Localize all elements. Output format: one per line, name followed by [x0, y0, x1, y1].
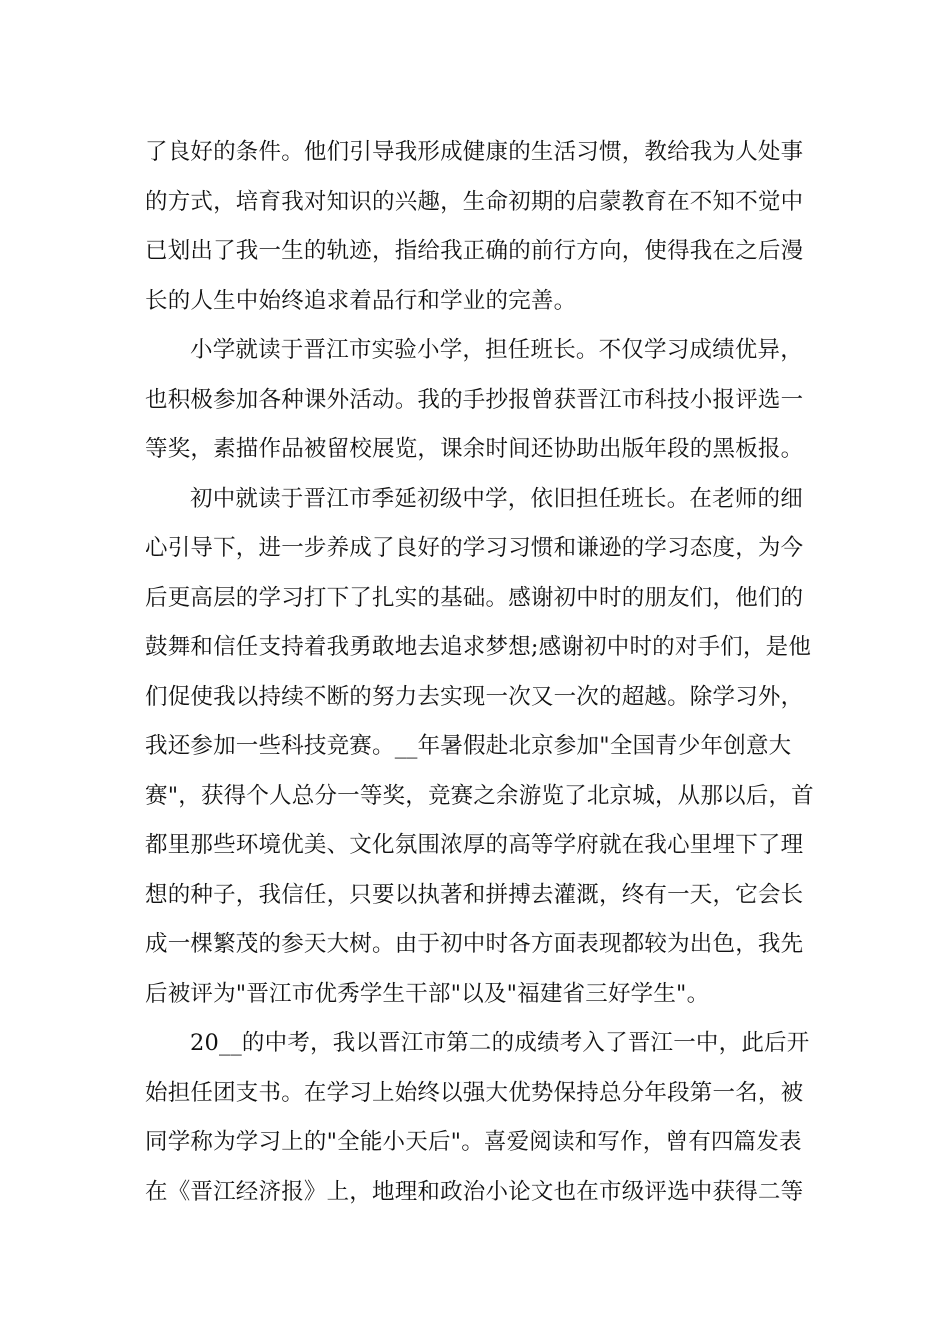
text-line: 等奖，素描作品被留校展览，课余时间还协助出版年段的黑板报。: [145, 436, 804, 462]
text-line: 心引导下，进一步养成了良好的学习习惯和谦逊的学习态度，为今: [145, 535, 804, 561]
text-line: 同学称为学习上的"全能小天后"。喜爱阅读和写作，曾有四篇发表: [145, 1129, 802, 1155]
text-line: 长的人生中始终追求着品行和学业的完善。: [145, 287, 577, 314]
text-line: 小学就读于晋江市实验小学，担任班长。不仅学习成绩优异，: [190, 337, 803, 363]
text-line: 赛"，获得个人总分一等奖，竞赛之余游览了北京城，从那以后，首: [145, 782, 814, 809]
text-line: 成一棵繁茂的参天大树。由于初中时各方面表现都较为出色，我先: [145, 931, 804, 957]
paragraph-primary-school: [145, 326, 815, 475]
document-page: [145, 128, 815, 1217]
text-line: 了良好的条件。他们引导我形成健康的生活习惯，教给我为人处事: [145, 139, 804, 165]
text-line: 后被评为"晋江市优秀学生干部"以及"福建省三好学生"。: [145, 980, 710, 1007]
text-line: 的方式，培育我对知识的兴趣，生命初期的启蒙教育在不知不觉中: [145, 188, 804, 215]
text-line: 鼓舞和信任支持着我勇敢地去追求梦想;感谢初中时的对手们，是他: [145, 634, 812, 660]
text-line: 也积极参加各种课外活动。我的手抄报曾获晋江市科技小报评选一: [145, 386, 804, 413]
text-line: 在《晋江经济报》上，地理和政治小论文也在市级评选中获得二等: [145, 1178, 804, 1205]
text-line: 已划出了我一生的轨迹，指给我正确的前行方向，使得我在之后漫: [145, 238, 804, 264]
text-line: 想的种子，我信任，只要以执著和拼搏去灌溉，终有一天，它会长: [145, 881, 804, 908]
text-line: 始担任团支书。在学习上始终以强大优势保持总分年段第一名，被: [145, 1079, 804, 1106]
paragraph-middle-school: [145, 475, 815, 1020]
text-line: 我还参加一些科技竞赛。__年暑假赴北京参加"全国青少年创意大: [145, 733, 792, 759]
text-line: 初中就读于晋江市季延初级中学，依旧担任班长。在老师的细: [190, 485, 803, 512]
text-line: 都里那些环境优美、文化氛围浓厚的高等学府就在我心里埋下了理: [145, 832, 804, 858]
text-line: 20__的中考，我以晋江市第二的成绩考入了晋江一中，此后开: [190, 1030, 810, 1056]
paragraph-upbringing: [145, 128, 815, 326]
text-line: 后更高层的学习打下了扎实的基础。感谢初中时的朋友们，他们的: [145, 584, 804, 611]
paragraph-high-school: [145, 1019, 815, 1217]
text-line: 们促使我以持续不断的努力去实现一次又一次的超越。除学习外，: [145, 683, 804, 710]
